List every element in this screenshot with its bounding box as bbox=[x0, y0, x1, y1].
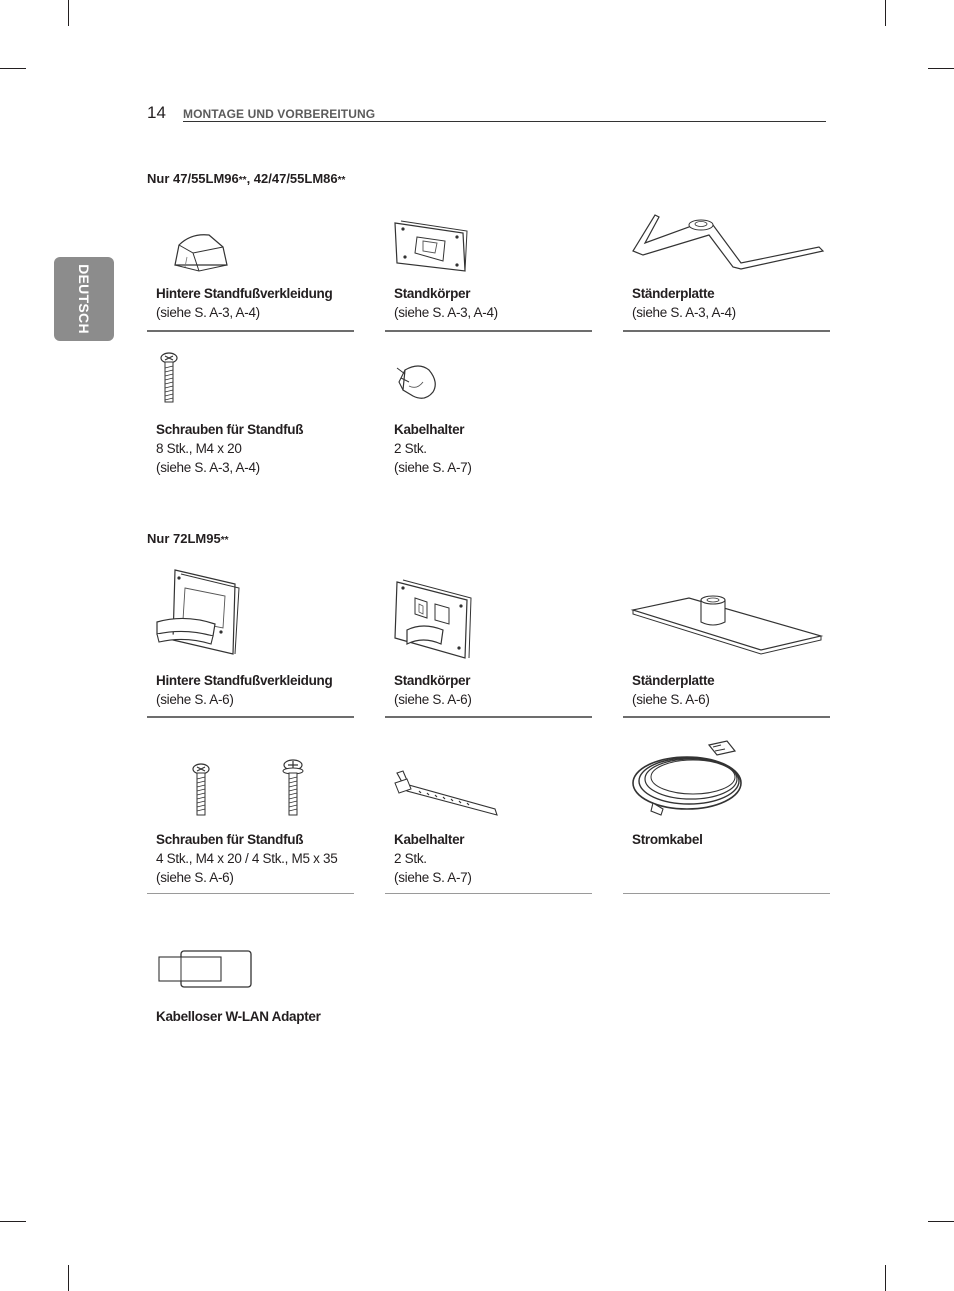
rear-stand-cover-illustration bbox=[155, 566, 245, 658]
cable-holder-illustration bbox=[395, 360, 441, 404]
crop-mark bbox=[68, 1265, 69, 1291]
group-title-model: Nur 72LM95 bbox=[147, 531, 221, 546]
item-name: Schrauben für Standfuß bbox=[156, 832, 304, 847]
stand-body-illustration bbox=[393, 217, 473, 275]
crop-mark bbox=[68, 0, 69, 26]
item-name: Kabelhalter bbox=[394, 832, 465, 847]
header-rule bbox=[183, 121, 826, 122]
item-divider bbox=[385, 330, 592, 332]
accessory-item bbox=[623, 205, 830, 335]
crop-mark bbox=[0, 68, 26, 69]
group-title bbox=[147, 531, 229, 546]
screw-m5-illustration bbox=[279, 757, 309, 819]
group-title-asterisks: ** bbox=[238, 175, 247, 186]
language-tab-label: DEUTSCH bbox=[76, 264, 92, 334]
item-detail: (siehe S. A-6) bbox=[632, 692, 710, 707]
item-name: Hintere Standfußverkleidung bbox=[156, 673, 333, 688]
crop-mark bbox=[0, 1221, 26, 1222]
cable-tie-illustration bbox=[393, 769, 513, 815]
item-detail: (siehe S. A-6) bbox=[394, 692, 472, 707]
screw-m4-illustration bbox=[187, 761, 217, 819]
item-divider bbox=[147, 716, 354, 718]
item-divider bbox=[623, 716, 830, 718]
item-divider bbox=[623, 893, 830, 894]
rear-stand-cover-illustration bbox=[169, 227, 239, 277]
item-detail: (siehe S. A-3, A-4) bbox=[394, 305, 498, 320]
item-divider bbox=[147, 330, 354, 332]
accessory-item bbox=[147, 205, 354, 335]
item-detail: 2 Stk. bbox=[394, 441, 427, 456]
item-name: Hintere Standfußverkleidung bbox=[156, 286, 333, 301]
item-name: Standkörper bbox=[394, 286, 471, 301]
item-detail: 4 Stk., M4 x 20 / 4 Stk., M5 x 35 bbox=[156, 851, 338, 866]
item-detail: 8 Stk., M4 x 20 bbox=[156, 441, 242, 456]
item-divider bbox=[385, 893, 592, 894]
item-name: Ständerplatte bbox=[632, 286, 715, 301]
section-title: MONTAGE UND VORBEREITUNG bbox=[183, 107, 376, 121]
crop-mark bbox=[928, 68, 954, 69]
screw-illustration bbox=[155, 350, 185, 410]
group-title-asterisks: ** bbox=[220, 535, 229, 546]
accessory-item bbox=[623, 739, 830, 897]
accessory-item bbox=[385, 757, 592, 897]
item-divider bbox=[147, 893, 354, 894]
crop-mark bbox=[885, 1265, 886, 1291]
item-name: Kabelhalter bbox=[394, 422, 465, 437]
group-title bbox=[147, 171, 345, 186]
item-detail: (siehe S. A-3, A-4) bbox=[156, 460, 260, 475]
accessory-item bbox=[623, 566, 830, 721]
accessory-item bbox=[385, 566, 592, 721]
crop-mark bbox=[928, 1221, 954, 1222]
stand-body-illustration bbox=[393, 578, 479, 660]
item-name: Kabelloser W-LAN Adapter bbox=[156, 1009, 321, 1024]
stand-base-illustration bbox=[629, 596, 825, 656]
crop-mark bbox=[885, 0, 886, 26]
group-title-asterisks: ** bbox=[337, 175, 346, 186]
page-number: 14 bbox=[147, 103, 166, 122]
item-name: Schrauben für Standfuß bbox=[156, 422, 304, 437]
item-name: Ständerplatte bbox=[632, 673, 715, 688]
accessory-item bbox=[147, 566, 354, 721]
group-title-model: Nur 47/55LM96 bbox=[147, 171, 239, 186]
item-detail: (siehe S. A-7) bbox=[394, 870, 472, 885]
accessory-item bbox=[147, 945, 354, 1035]
item-detail: (siehe S. A-7) bbox=[394, 460, 472, 475]
item-divider bbox=[623, 330, 830, 332]
item-detail: (siehe S. A-6) bbox=[156, 692, 234, 707]
item-detail: (siehe S. A-3, A-4) bbox=[632, 305, 736, 320]
stand-base-illustration bbox=[629, 211, 829, 273]
item-detail: (siehe S. A-6) bbox=[156, 870, 234, 885]
item-detail: 2 Stk. bbox=[394, 851, 427, 866]
accessory-item bbox=[147, 348, 354, 488]
group-title-model: , 42/47/55LM86 bbox=[246, 171, 338, 186]
wlan-adapter-illustration bbox=[155, 949, 255, 991]
language-tab bbox=[54, 257, 114, 341]
accessory-item bbox=[385, 348, 592, 488]
item-name: Stromkabel bbox=[632, 832, 703, 847]
item-divider bbox=[385, 716, 592, 718]
accessory-item bbox=[385, 205, 592, 335]
power-cable-illustration bbox=[631, 739, 757, 819]
item-detail: (siehe S. A-3, A-4) bbox=[156, 305, 260, 320]
accessory-item bbox=[147, 757, 354, 897]
item-name: Standkörper bbox=[394, 673, 471, 688]
